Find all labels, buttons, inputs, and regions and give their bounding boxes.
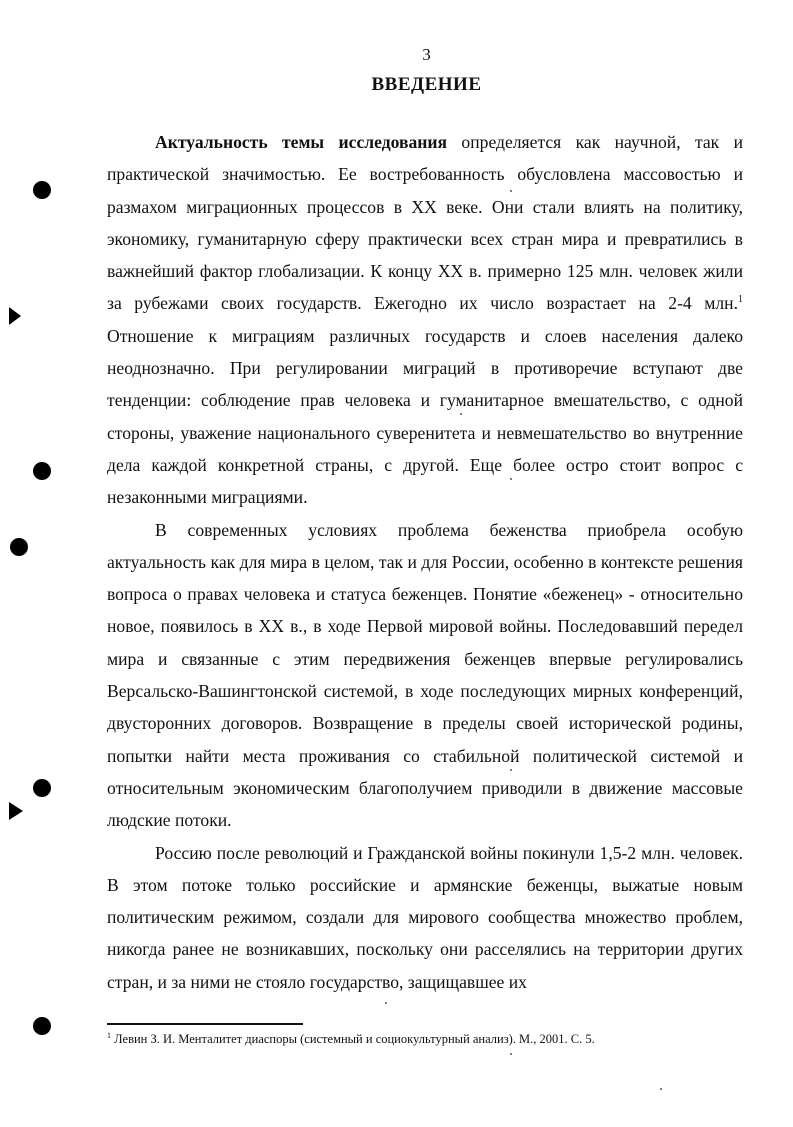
footnote-marker: 1: [107, 1030, 111, 1040]
punch-hole-mark: [33, 779, 51, 797]
scan-speck: [510, 1053, 512, 1055]
footnote-reference: 1: [738, 294, 743, 306]
margin-arrow-mark: [9, 307, 21, 325]
paragraph-relevance: [107, 126, 743, 514]
body-text: [107, 126, 743, 998]
paragraph-emigration: Россию после революций и Гражданской войны покинули 1,5-2 млн. человек. В этом потоке только российские и армянские беженцы, выжатые новым политическим режимом, создали для мирового сообщества множество проблем, никогда ранее не возникавших, поскольку они расселялись на территории других стран, и за ними не стояло государство, защищавшее их: [107, 842, 743, 992]
footnote-divider: [107, 1023, 303, 1025]
footnote-text: Левин З. И. Менталитет диаспоры (системный и социокультурный анализ). М., 2001. С. 5.: [111, 1032, 595, 1046]
footnote: [107, 1030, 743, 1048]
margin-arrow-mark: [9, 802, 23, 820]
scan-speck: [510, 478, 512, 480]
scan-speck: [460, 413, 462, 415]
punch-hole-mark: [33, 462, 51, 480]
scan-speck: [660, 1088, 662, 1090]
paragraph-lead: Актуальность темы исследования: [155, 132, 448, 152]
punch-hole-mark: [10, 538, 28, 556]
page-number: 3: [422, 45, 431, 64]
paragraph-refugees: В современных условиях проблема беженства приобрела особую актуальность как для мира в целом, так и для России, особенно в контексте решения вопроса о правах человека и статуса беженцев. Понятие «беженец» - относительно новое, появилось в XX в., в ходе Первой мировой войны. Последовавший передел мира и связанные с этим передвижения беженцев впервые регулировались Версальско-Вашингтонской системой, в ходе последующих мирных конференций, двусторонних договоров. Возвращение в пределы своей исторической родины, попытки найти места проживания со стабильной политической системой и относительным экономическим благополучием приводили в движение массовые людские потоки.: [107, 519, 743, 831]
punch-hole-mark: [33, 181, 51, 199]
paragraph-text: определяется как научной, так и практической значимостью. Ее востребованность обусловлена массовостью и размахом миграционных процессов в XX веке. Они стали влиять на политику, экономику, гуманитарную сферу практически всех стран мира и превратились в важнейший фактор глобализации. К концу XX в. примерно 125 млн. человек жили за рубежами своих государств. Ежегодно их число возрастает на 2-4 млн.: [107, 132, 744, 314]
punch-hole-mark: [33, 1017, 51, 1035]
page-title: ВВЕДЕНИЕ: [371, 74, 482, 95]
scan-speck: [510, 190, 512, 192]
paragraph-text: Отношение к миграциям различных государств и слоев населения далеко неоднозначно. При регулировании миграций в противоречие вступают две тенденции: соблюдение прав человека и гуманитарное вмешательство, с одной стороны, уважение национального суверенитета и невмешательство во внутренние дела каждой конкретной страны, с другой. Еще более остро стоит вопрос с незаконными миграциями.: [107, 325, 743, 508]
scan-speck: [510, 769, 512, 771]
scan-speck: [385, 1002, 387, 1004]
